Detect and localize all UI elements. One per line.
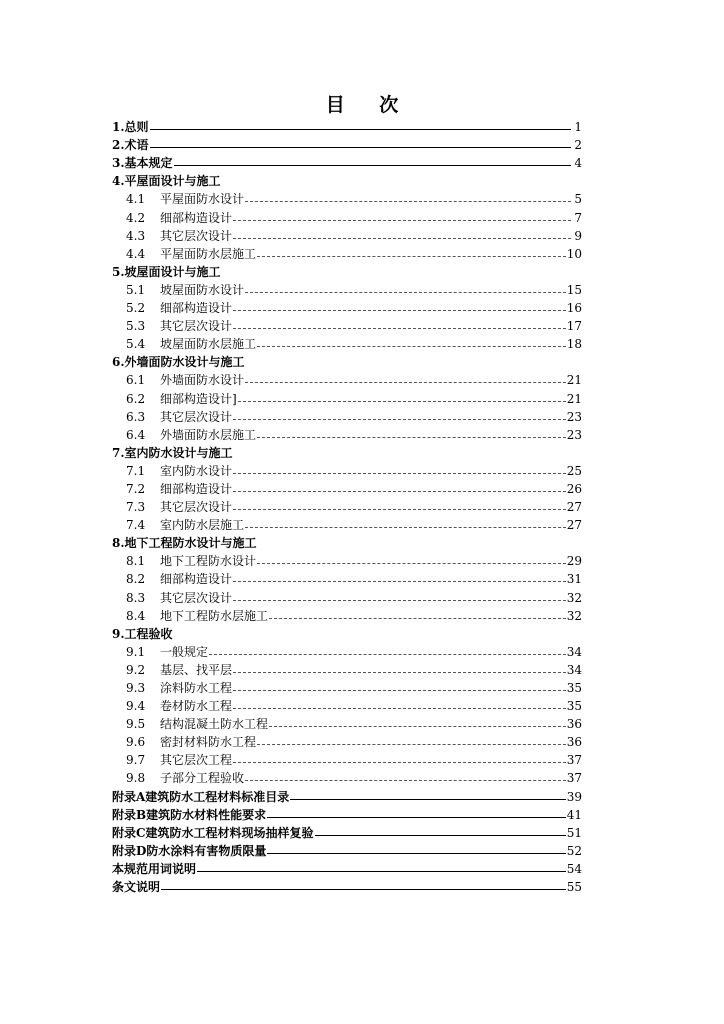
toc-entry[interactable]	[112, 116, 582, 134]
toc-leader-line	[233, 473, 566, 474]
toc-entry-title: 细部构造设计	[160, 572, 233, 587]
toc-entry-label	[112, 138, 149, 152]
toc-entry-label	[112, 790, 289, 804]
toc-page-number: 54	[566, 861, 582, 876]
toc-entry-title: 6.外墙面防水设计与施工	[112, 355, 245, 370]
toc-entry-number: 5.2	[126, 301, 146, 316]
toc-entry-label	[126, 609, 268, 623]
toc-entry-title: 地下工程防水层施工	[160, 608, 269, 623]
toc-leader-line	[245, 292, 566, 293]
toc-leader-line	[233, 238, 571, 239]
toc-entry-number: 4.3	[126, 228, 146, 243]
toc-entry[interactable]	[112, 170, 582, 188]
toc-entry[interactable]	[112, 876, 582, 894]
toc-entry-title: 2.术语	[112, 138, 149, 153]
toc-entry[interactable]	[112, 460, 582, 478]
toc-entry-number: 7.2	[126, 481, 146, 496]
toc-entry-title: 附录A建筑防水工程材料标准目录	[112, 789, 290, 804]
toc-entry-title: 附录D防水涂料有害物质限量	[112, 843, 267, 858]
toc-entry-label	[112, 536, 257, 550]
toc-entry-label	[126, 482, 232, 496]
toc-entry[interactable]	[112, 206, 582, 224]
toc-entry-title: 其它层次工程	[160, 753, 233, 768]
toc-page-number: 35	[566, 681, 582, 695]
toc-page-number: 9	[574, 228, 582, 243]
toc-entry-label	[126, 337, 256, 351]
toc-entry-title: 平屋面防水设计	[160, 192, 245, 207]
toc-entry[interactable]	[112, 605, 582, 623]
toc-entry[interactable]	[112, 351, 582, 369]
toc-leader-line	[150, 147, 571, 148]
toc-entry-title: 子部分工程验收	[160, 771, 245, 786]
toc-entry-title: 坡屋面防水层施工	[160, 337, 257, 352]
toc-leader-line	[233, 328, 566, 329]
toc-entry[interactable]	[112, 387, 582, 405]
toc-page-number: 36	[566, 717, 582, 732]
page-title: 目 次	[325, 94, 413, 116]
toc-page-number: 2	[574, 138, 582, 153]
toc-entry[interactable]	[112, 406, 582, 424]
toc-entry-number: 5.1	[126, 282, 146, 297]
toc-leader-line	[315, 835, 566, 836]
toc-entry-label	[126, 554, 256, 568]
toc-page-number: 25	[566, 463, 582, 478]
toc-entry-label	[126, 247, 256, 261]
toc-leader-line	[257, 744, 566, 745]
toc-page-number: 52	[566, 843, 582, 858]
toc-leader-line	[233, 672, 566, 673]
toc-entry-number: 7.1	[126, 463, 146, 478]
toc-entry-label	[126, 211, 232, 225]
toc-entry-number: 8.3	[126, 590, 146, 605]
toc-page-number: 37	[566, 771, 582, 786]
toc-entry[interactable]	[112, 514, 582, 532]
toc-entry-title: 卷材防水工程	[160, 699, 233, 714]
toc-entry-label	[126, 753, 232, 767]
toc-leader-line	[233, 310, 566, 311]
toc-entry-label	[126, 283, 244, 297]
toc-entry-label	[126, 518, 244, 532]
toc-leader-line	[269, 618, 566, 619]
toc-entry-title: 本规范用词说明	[112, 861, 197, 876]
toc-entry-number: 6.2	[126, 391, 146, 406]
toc-entry-number: 9.7	[126, 753, 146, 768]
toc-leader-line	[233, 581, 566, 582]
toc-leader-line	[257, 563, 566, 564]
toc-entry-label	[126, 373, 244, 387]
toc-entry-label	[112, 446, 233, 460]
toc-entry-label	[126, 500, 232, 514]
toc-entry-title: 其它层次设计	[160, 409, 233, 424]
toc-entry-label	[112, 880, 160, 894]
toc-leader-line	[161, 889, 566, 890]
toc-entry[interactable]	[112, 749, 582, 767]
toc-page-number: 1	[574, 120, 582, 135]
table-of-contents	[112, 116, 582, 894]
toc-entry[interactable]	[112, 659, 582, 677]
toc-entry-label	[112, 174, 221, 188]
toc-entry-number: 8.2	[126, 572, 146, 587]
toc-page-number: 34	[566, 662, 582, 677]
toc-entry-label	[112, 265, 221, 279]
toc-page-number: 7	[574, 210, 582, 225]
toc-entry-number: 7.4	[126, 518, 146, 533]
toc-entry-title: 附录B建筑防水材料性能要求	[112, 807, 267, 822]
toc-entry[interactable]	[112, 586, 582, 604]
toc-entry[interactable]	[112, 225, 582, 243]
toc-entry[interactable]	[112, 478, 582, 496]
toc-entry[interactable]	[112, 152, 582, 170]
toc-entry-label	[112, 355, 245, 369]
toc-page-number: 51	[566, 825, 582, 840]
toc-page-number: 29	[566, 554, 582, 569]
toc-entry-number: 9.6	[126, 735, 146, 750]
toc-entry-number: 9.8	[126, 771, 146, 786]
toc-entry-label	[112, 156, 173, 170]
toc-leader-line	[257, 256, 566, 257]
toc-leader-line	[267, 853, 565, 854]
toc-leader-line	[233, 491, 566, 492]
toc-leader-line	[233, 419, 566, 420]
toc-entry-number: 4.4	[126, 246, 146, 261]
toc-entry-number: 9.3	[126, 681, 146, 695]
toc-page-number: 23	[566, 427, 582, 442]
toc-page-number: 5	[574, 192, 582, 207]
toc-entry-label	[126, 645, 208, 659]
toc-entry-title: 9.工程验收	[112, 626, 173, 641]
toc-entry-title: 4.平屋面设计与施工	[112, 174, 221, 189]
toc-page-number: 27	[566, 518, 582, 533]
toc-entry-title: 室内防水层施工	[160, 518, 245, 533]
toc-entry[interactable]	[112, 840, 582, 858]
toc-entry[interactable]	[112, 297, 582, 315]
toc-leader-line	[233, 220, 571, 221]
toc-entry-title: 外墙面防水设计	[160, 373, 245, 388]
toc-entry-label	[126, 301, 232, 315]
toc-leader-line	[245, 382, 566, 383]
toc-entry-label	[126, 699, 232, 713]
toc-entry-title: 其它层次设计	[160, 590, 233, 605]
toc-leader-line	[290, 799, 565, 800]
toc-entry[interactable]	[112, 369, 582, 387]
toc-entry[interactable]	[112, 315, 582, 333]
toc-entry-number: 9.1	[126, 644, 146, 659]
toc-page-number: 32	[566, 608, 582, 623]
toc-leader-line	[269, 726, 566, 727]
toc-page-number: 35	[566, 699, 582, 714]
toc-entry[interactable]	[112, 822, 582, 840]
toc-entry[interactable]	[112, 550, 582, 568]
toc-entry-label	[112, 826, 314, 840]
toc-leader-line	[245, 527, 566, 528]
toc-entry[interactable]	[112, 261, 582, 279]
toc-entry[interactable]	[112, 496, 582, 514]
toc-entry-label	[112, 120, 149, 134]
toc-entry-title: 一般规定	[160, 644, 209, 659]
toc-entry-label	[126, 229, 232, 243]
toc-page-number: 21	[566, 373, 582, 388]
toc-entry-label	[126, 681, 232, 695]
toc-entry-label	[126, 572, 232, 586]
toc-entry[interactable]	[112, 134, 582, 152]
toc-entry[interactable]	[112, 677, 582, 695]
toc-entry-label	[112, 627, 173, 641]
toc-entry-title: 5.坡屋面设计与施工	[112, 264, 221, 279]
toc-entry[interactable]	[112, 532, 582, 550]
toc-entry-title: 室内防水设计	[160, 463, 233, 478]
toc-entry-title: 结构混凝土防水工程	[160, 717, 269, 732]
toc-entry-label	[126, 428, 256, 442]
toc-entry-label	[126, 717, 268, 731]
toc-entry-title: 涂料防水工程	[160, 681, 233, 695]
toc-entry[interactable]	[112, 695, 582, 713]
toc-entry-title: 地下工程防水设计	[160, 554, 257, 569]
toc-leader-line	[257, 346, 566, 347]
toc-page-number: 17	[566, 319, 582, 334]
toc-entry-title: 1.总则	[112, 120, 149, 135]
toc-page-number: 32	[566, 590, 582, 605]
toc-leader-line	[238, 401, 566, 402]
toc-page-number: 55	[566, 880, 582, 895]
toc-entry-title: 平屋面防水层施工	[160, 246, 257, 261]
toc-entry-number: 4.2	[126, 210, 146, 225]
toc-entry-title: 坡屋面防水设计	[160, 282, 245, 297]
toc-entry-label	[126, 192, 244, 206]
toc-entry-label	[126, 392, 237, 406]
toc-entry[interactable]	[112, 713, 582, 731]
toc-entry-number: 5.3	[126, 319, 146, 334]
toc-entry[interactable]	[112, 279, 582, 297]
toc-entry-label	[126, 464, 232, 478]
toc-leader-line	[150, 129, 571, 130]
toc-leader-line	[233, 690, 566, 691]
toc-entry-title: 7.室内防水设计与施工	[112, 445, 233, 460]
toc-entry[interactable]	[112, 731, 582, 749]
toc-entry-number: 8.4	[126, 608, 146, 623]
toc-entry-title: 细部构造设计]	[160, 391, 237, 406]
toc-entry-number: 9.2	[126, 662, 146, 677]
toc-entry-title: 3.基本规定	[112, 156, 173, 171]
toc-leader-line	[233, 762, 566, 763]
toc-entry-title: 8.地下工程防水设计与施工	[112, 536, 257, 551]
toc-leader-line	[245, 201, 571, 202]
toc-entry-label	[112, 808, 266, 822]
toc-page-number: 23	[566, 409, 582, 424]
toc-page-number: 27	[566, 500, 582, 515]
toc-page-number: 15	[566, 282, 582, 297]
toc-entry[interactable]	[112, 804, 582, 822]
toc-leader-line	[233, 600, 566, 601]
toc-page-number: 16	[566, 301, 582, 316]
toc-leader-line	[245, 780, 566, 781]
toc-entry[interactable]	[112, 767, 582, 785]
toc-entry-number: 4.1	[126, 192, 146, 207]
toc-entry-number: 6.3	[126, 409, 146, 424]
toc-entry-label	[126, 319, 232, 333]
toc-entry-number: 9.5	[126, 717, 146, 732]
toc-entry[interactable]	[112, 641, 582, 659]
toc-leader-line	[267, 817, 566, 818]
toc-entry[interactable]	[112, 858, 582, 876]
toc-page-number: 39	[566, 789, 582, 804]
toc-entry-label	[126, 410, 232, 424]
toc-entry[interactable]	[112, 568, 582, 586]
toc-entry[interactable]	[112, 333, 582, 351]
toc-entry-label	[126, 735, 256, 749]
toc-leader-line	[233, 509, 566, 510]
toc-entry-title: 细部构造设计	[160, 481, 233, 496]
toc-entry-label	[126, 591, 232, 605]
toc-entry-title: 细部构造设计	[160, 210, 233, 225]
toc-page-number: 4	[574, 156, 582, 171]
toc-entry-number: 6.4	[126, 427, 146, 442]
toc-entry-title: 条文说明	[112, 880, 161, 895]
toc-leader-line	[197, 871, 566, 872]
toc-entry[interactable]	[112, 424, 582, 442]
toc-entry-number: 8.1	[126, 554, 146, 569]
toc-entry-title: 外墙面防水层施工	[160, 427, 257, 442]
toc-entry-title: 细部构造设计	[160, 301, 233, 316]
toc-page-number: 10	[566, 246, 582, 261]
toc-entry[interactable]	[112, 623, 582, 641]
toc-page-number: 26	[566, 481, 582, 496]
toc-entry[interactable]	[112, 785, 582, 803]
toc-entry-number: 5.4	[126, 337, 146, 352]
toc-entry-label	[126, 663, 232, 677]
toc-leader-line	[174, 165, 571, 166]
toc-entry[interactable]	[112, 442, 582, 460]
toc-entry-label	[126, 771, 244, 785]
toc-page-number: 31	[566, 572, 582, 587]
toc-page-number: 37	[566, 753, 582, 768]
toc-entry[interactable]	[112, 188, 582, 206]
toc-entry-title: 附录C建筑防水工程材料现场抽样复验	[112, 825, 314, 840]
toc-leader-line	[257, 437, 566, 438]
toc-entry-label	[112, 844, 266, 858]
toc-leader-line	[233, 708, 566, 709]
toc-entry-label	[112, 862, 196, 876]
toc-entry-title: 密封材料防水工程	[160, 735, 257, 750]
toc-entry[interactable]	[112, 243, 582, 261]
toc-entry-title: 其它层次设计	[160, 500, 233, 515]
toc-entry-number: 6.1	[126, 373, 146, 388]
toc-entry-title: 其它层次设计	[160, 319, 233, 334]
toc-page-number: 21	[566, 391, 582, 406]
toc-page-number: 34	[566, 644, 582, 659]
toc-page-number: 41	[566, 807, 582, 822]
toc-page-number: 36	[566, 735, 582, 750]
toc-entry-number: 7.3	[126, 500, 146, 515]
toc-page-number: 18	[566, 337, 582, 352]
toc-entry-title: 基层、找平层	[160, 662, 233, 677]
toc-entry-number: 9.4	[126, 699, 146, 714]
toc-entry-title: 其它层次设计	[160, 228, 233, 243]
toc-leader-line	[209, 654, 566, 655]
